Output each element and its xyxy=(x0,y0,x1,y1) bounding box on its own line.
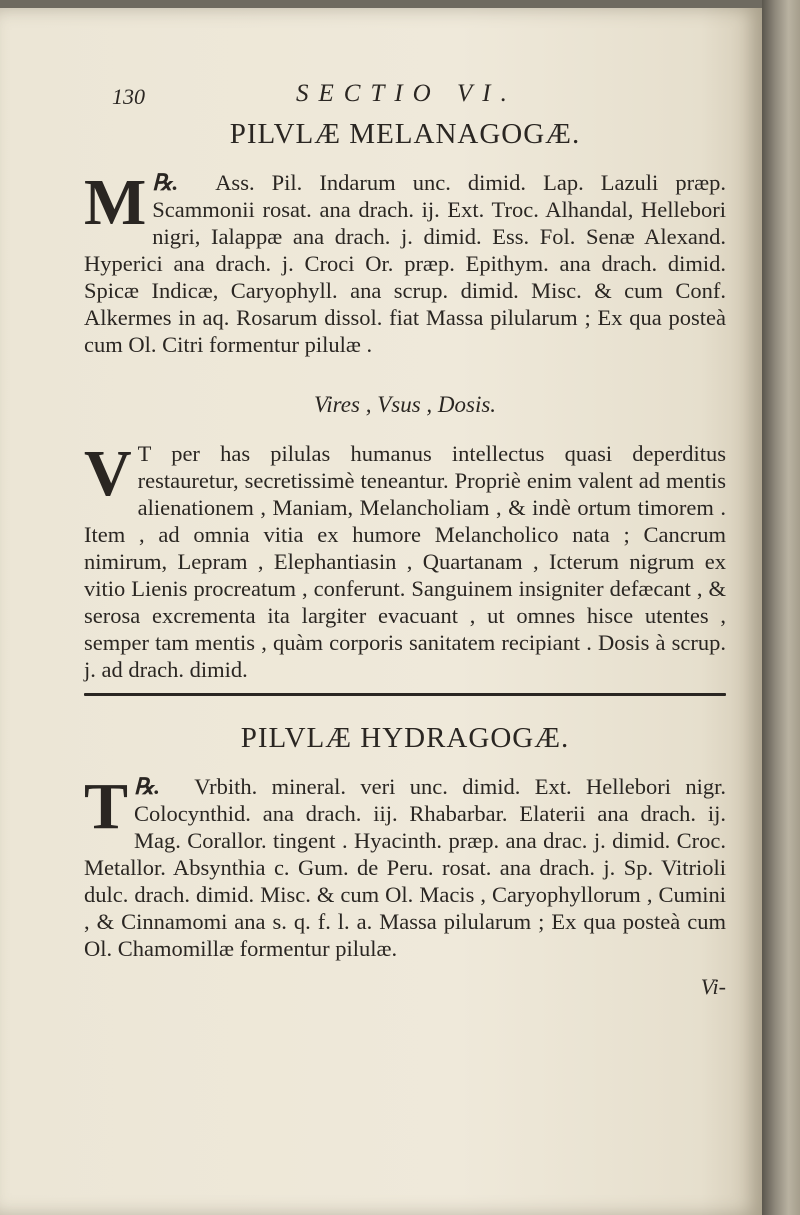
recipe-text: Ass. Pil. Indarum unc. dimid. Lap. Lazuli præp. Scammonii rosat. ana drach. ij. Ext. Troc. Alhandal, Hellebori nigri, Ialappæ ana drach. j. dimid. Ess. Fol. Senæ Alexand. Hyperici ana drach. j. Croci Or. præp. Epithym. ana drach. dimid. Spicæ Indicæ, Caryophyll. ana scrup. dimid. Misc. & cum Conf. Alkermes in aq. Rosarum dissol. fiat Massa pilularum ; Ex qua posteà cum Ol. Citri formentur pilulæ . xyxy=(84,170,726,357)
section-title-hydragogae: PILVLÆ HYDRAGOGÆ. xyxy=(240,722,570,754)
dropcap-m: M xyxy=(84,166,147,239)
running-title: SECTIO VI. xyxy=(296,80,517,107)
recipe-symbol: ℞. xyxy=(152,170,179,195)
recipe-hydragogae xyxy=(84,770,726,962)
dropcap-t: T xyxy=(84,770,129,843)
paragraph-text: T per has pilulas humanus intellectus quasi deperditus restauretur, secretissimè teneantur. Propriè enim valent ad mentis alienationem , Maniam, Melancholiam , & indè ortum timorem . Item , ad omnia vitia ex humore Melancholico nata ; Cancrum nimirum, Lepram , Elephantiasin , Quartanam , Icterum nigrum ex vitio Lienis procreatum , conferunt. Sanguinem insigniter defæcant , & serosa excrementa ita largiter evacuant , ut omnes hisce utentes , semper tam mentis , quàm corporis sanitatem recipiant . Dosis à scrup. j. ad drach. dimid. xyxy=(84,441,726,682)
recipe-symbol: ℞. xyxy=(134,774,160,799)
running-head xyxy=(84,70,726,114)
paragraph-vires xyxy=(84,437,726,683)
section-title-melanagogae: PILVLÆ MELANAGOGÆ. xyxy=(229,118,581,150)
divider-rule xyxy=(84,693,726,696)
catchword: Vi- xyxy=(700,974,726,999)
recipe-melanagogae xyxy=(84,166,726,358)
recipe-text: Vrbith. mineral. veri unc. dimid. Ext. Hellebori nigr. Colocynthid. ana drach. iij. Rhabarbar. Elaterii ana drach. ij. Mag. Corallor. tingent . Hyacinth. præp. ana drac. j. dimid. Croc. Metallor. Absynthia c. Gum. de Peru. rosat. ana drach. j. Sp. Vitrioli dulc. drach. dimid. Misc. & cum Ol. Macis , Caryophyllorum , Cumini , & Cinnamomi ana s. q. f. l. a. Massa pilularum ; Ex qua posteà cum Ol. Chamomillæ formentur pilulæ. xyxy=(84,774,726,961)
page-number: 130 xyxy=(112,84,145,109)
subhead-vires: Vires , Vsus , Dosis. xyxy=(313,392,497,417)
book-edge xyxy=(762,0,800,1215)
dropcap-v: V xyxy=(84,437,132,510)
page-content xyxy=(84,70,726,1000)
